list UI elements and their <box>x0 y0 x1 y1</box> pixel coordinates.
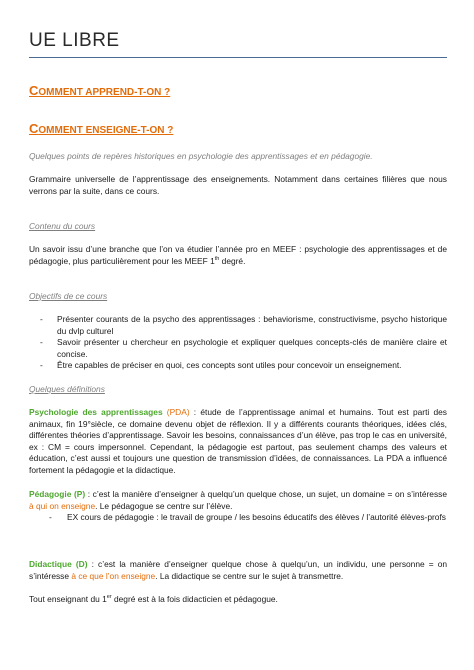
heading-initial: C <box>29 83 39 98</box>
definition-text-end: . Le pédagogue se centre sur l’élève. <box>95 500 233 511</box>
contenu-text-end: degré. <box>219 255 246 266</box>
heading-rest: OMMENT APPREND-T-ON ? <box>38 87 171 98</box>
highlight-ce-que: à ce que l’on enseigne <box>71 570 156 581</box>
section-heading-definitions: Quelques définitions <box>29 384 105 394</box>
section-heading-objectifs: Objectifs de ce cours <box>29 291 108 301</box>
heading-rest: OMMENT ENSEIGNE-T-ON ? <box>38 125 174 136</box>
list-item: - Savoir présenter u chercheur en psychologie et expliquer quelques concepts-clés de manière claire et concise. <box>29 337 447 360</box>
contenu-text: Un savoir issu d’une branche que l’on va étudier l’année pro en MEEF : psychologie des apprentissages et de pédagogie, plus particulièrement pour les MEEF 1 <box>29 244 447 266</box>
intro-text: Quelques points de repères historiques en psychologie des apprentissages et en pédagogie. <box>29 151 373 161</box>
highlight-a-qui: à qui on enseigne <box>29 500 96 511</box>
heading-comment-apprend <box>29 83 170 98</box>
paragraph-grammaire: Grammaire universelle de l’apprentissage des enseignements. Notamment dans certaines filières que nous verrons par la suite, dans ce cours. <box>29 174 447 196</box>
list-item: - EX cours de pédagogie : le travail de groupe / les besoins éducatifs des élèves / l’autorité élèves-profs <box>29 512 447 524</box>
list-item: - Présenter courants de la psycho des apprentissages : behaviorisme, constructivisme, psycho historique du dvlp culturel <box>29 314 447 337</box>
list-item: - Être capables de préciser en quoi, ces concepts sont utiles pour concevoir un enseignement. <box>29 360 447 372</box>
heading-initial: C <box>29 121 39 136</box>
definition-text: : étude de l’apprentissage animal et humains. Tout est parti des animaux, fin 19°siècle, ce domaine devenu objet de réflexion. Il y a différents courants théoriques, idées clés, différentes théories d’apprentissage. Savoir les besoins, connaissances d’un élève, pas trop le cas en université, ex : CM = cours impersonnel. Cependant, la pédagogie est partout, pas seulement champs des valeurs et éducation, c’est aussi et toujours une question de transmission d’idées, de connaissances. La PDA a influencé fortement la pédagogie et la didactique. <box>29 407 447 475</box>
definition-text: : c’est la manière d’enseigner à quelqu’un quelque chose, un sujet, un domaine = on s’intéresse <box>85 489 447 499</box>
closing-sentence <box>29 594 447 606</box>
contenu-superscript: th <box>214 255 220 262</box>
closing-text-end: degré est à la fois didacticien et pédagogue. <box>111 594 278 604</box>
definition-pedagogie <box>29 489 447 512</box>
paragraph-contenu <box>29 244 447 267</box>
heading-comment-enseigne <box>29 121 173 136</box>
objectifs-list <box>29 314 447 372</box>
definition-didactique <box>29 559 447 582</box>
title-divider <box>29 57 447 58</box>
term-didactique: Didactique (D) <box>29 559 88 569</box>
term-abbreviation: (PDA) <box>162 407 190 417</box>
definition-text-end: . La didactique se centre sur le sujet à transmettre. <box>155 570 344 581</box>
closing-superscript: er <box>106 594 112 601</box>
section-heading-contenu: Contenu du cours <box>29 221 96 231</box>
term-psychologie: Psychologie des apprentissages <box>29 407 163 417</box>
pedagogie-examples-list <box>29 512 447 524</box>
term-pedagogie: Pédagogie (P) <box>29 489 86 499</box>
closing-text: Tout enseignant du 1 <box>29 594 107 604</box>
definition-psychologie <box>29 407 447 477</box>
definition-text: : c’est la manière d’enseigner quelque chose à quelqu’un, un individu, une personne = on s’intéresse <box>29 559 448 581</box>
page-title: UE LIBRE <box>29 30 120 51</box>
